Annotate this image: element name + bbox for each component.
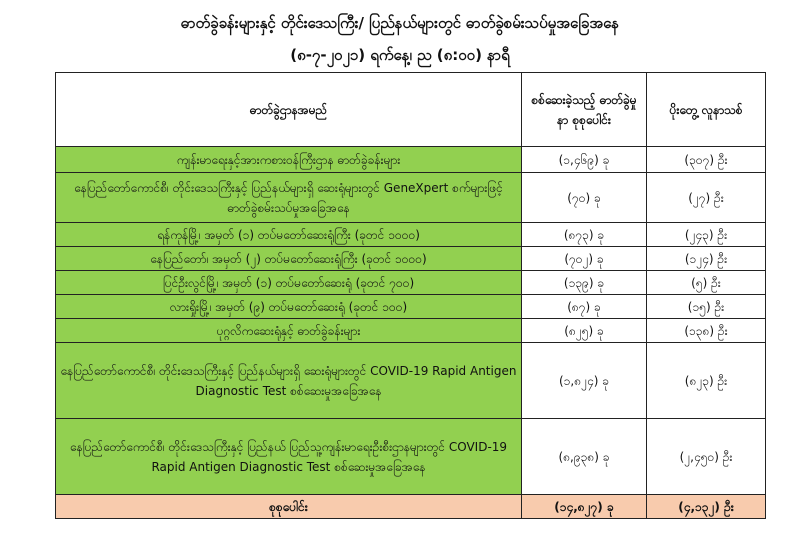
row-positive: (၂,၄၅၀) ဦး xyxy=(647,419,766,495)
row-tested: (၇၀၂) ခု xyxy=(522,247,647,271)
table-row xyxy=(56,319,766,343)
row-positive: (၅) ဦး xyxy=(647,271,766,295)
row-tested: (၇၀) ခု xyxy=(522,173,647,223)
header-positive: ပိုးတွေ့ လူနာသစ် xyxy=(647,73,766,147)
testing-table xyxy=(55,72,766,519)
row-positive: (၃၀၇) ဦး xyxy=(647,147,766,173)
total-row xyxy=(56,495,766,519)
row-positive: (၂၇) ဦး xyxy=(647,173,766,223)
row-positive: (၁၂၄) ဦး xyxy=(647,247,766,271)
row-lab-name: ရန်ကုန်မြို့၊ အမှတ် (၁) တပ်မတော်ဆေးရုံကြီး (ခုတင် ၁၀၀၀) xyxy=(56,223,522,247)
report-date: (၈-၇-၂၀၂၁) ရက်နေ့၊ ည (၈:၀၀) နာရီ xyxy=(290,46,510,64)
table-row xyxy=(56,173,766,223)
header-lab-name: ဓာတ်ခွဲဌာနအမည် xyxy=(56,73,522,147)
row-lab-name: နေပြည်တော်၊ အမှတ် (၂) တပ်မတော်ဆေးရုံကြီး (ခုတင် ၁၀၀၀) xyxy=(56,247,522,271)
report-title: ဓာတ်ခွဲခန်းများနှင့် တိုင်းဒေသကြီး/ ပြည်နယ်များတွင် ဓာတ်ခွဲစမ်းသပ်မှုအခြေအနေ xyxy=(180,14,620,32)
row-tested: (၁,၄၆၉) ခု xyxy=(522,147,647,173)
table-row xyxy=(56,295,766,319)
row-tested: (၁,၈၂၄) ခု xyxy=(522,343,647,419)
header-samples-tested: စစ်ဆေးခဲ့သည့် ဓာတ်ခွဲမှုနာ စုစုပေါင်း xyxy=(522,73,647,147)
total-positive: (၄,၁၃၂) ဦး xyxy=(647,495,766,519)
row-lab-name: နေပြည်တော်ကောင်စီ၊ တိုင်းဒေသကြီးနှင့် ပြည်နယ်များရှိ ဆေးရုံများတွင် COVID-19 Rapid Antigen Diagnostic Test စစ်ဆေးမှုအခြေအနေ xyxy=(56,343,522,419)
row-positive: (၈၂၃) ဦး xyxy=(647,343,766,419)
row-tested: (၈၂၅) ခု xyxy=(522,319,647,343)
row-positive: (၁၃၈) ဦး xyxy=(647,319,766,343)
row-lab-name: ကျန်းမာရေးနှင့်အားကစားဝန်ကြီးဌာန ဓာတ်ခွဲခန်းများ xyxy=(56,147,522,173)
row-tested: (၈၇) ခု xyxy=(522,295,647,319)
total-label: စုစုပေါင်း xyxy=(56,495,522,519)
row-positive: (၂၄၃) ဦး xyxy=(647,223,766,247)
row-tested: (၈,၉၃၈) ခု xyxy=(522,419,647,495)
table-row xyxy=(56,247,766,271)
table-row xyxy=(56,271,766,295)
row-positive: (၁၅) ဦး xyxy=(647,295,766,319)
row-lab-name: ပြင်ဦးလွင်မြို့၊ အမှတ် (၁) တပ်မတော်ဆေးရုံ (ခုတင် ၇၀၀) xyxy=(56,271,522,295)
table-row xyxy=(56,147,766,173)
row-tested: (၁၃၉) ခု xyxy=(522,271,647,295)
row-lab-name: နေပြည်တော်ကောင်စီ၊ တိုင်းဒေသကြီးနှင့် ပြည်နယ်များရှိ ဆေးရုံများတွင် GeneXpert စက်များဖြင့် ဓာတ်ခွဲစမ်းသပ်မှုအခြေအနေ xyxy=(56,173,522,223)
row-lab-name: ပုဂ္ဂလိကဆေးရုံနှင့် ဓာတ်ခွဲခန်းများ xyxy=(56,319,522,343)
table-row xyxy=(56,223,766,247)
row-lab-name: လားရှိုးမြို့၊ အမှတ် (၉) တပ်မတော်ဆေးရုံ (ခုတင် ၁၀၀) xyxy=(56,295,522,319)
table-row xyxy=(56,419,766,495)
row-lab-name: နေပြည်တော်ကောင်စီ၊ တိုင်းဒေသကြီးနှင့် ပြည်နယ် ပြည်သူ့ကျန်းမာရေးဦးစီးဌာနများတွင် COVID-19 Rapid Antigen Diagnostic Test စစ်ဆေးမှုအခြေအနေ xyxy=(56,419,522,495)
total-tested: (၁၄,၈၂၇) ခု xyxy=(522,495,647,519)
table-header-row xyxy=(56,73,766,147)
table-row xyxy=(56,343,766,419)
row-tested: (၈၇၃) ခု xyxy=(522,223,647,247)
